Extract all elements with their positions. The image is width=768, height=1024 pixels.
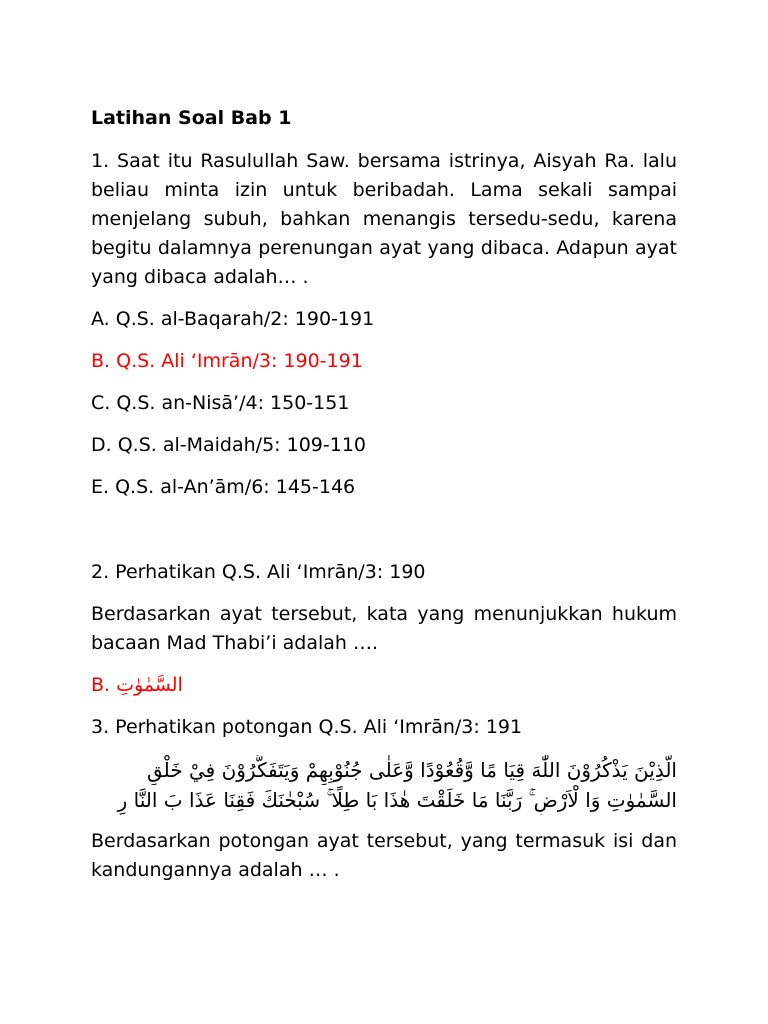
question-1-option-c: C. Q.S. an-Nisā’/4: 150-151 bbox=[91, 392, 350, 414]
spacer bbox=[91, 515, 677, 558]
question-1-option-b-answer: B. Q.S. Ali ‘Imrān/3: 190-191 bbox=[91, 350, 363, 372]
question-1-option-d: D. Q.S. al-Maidah/5: 109-110 bbox=[91, 434, 366, 456]
question-2-heading: 2. Perhatikan Q.S. Ali ‘Imrān/3: 190 bbox=[91, 561, 426, 583]
question-3-heading: 3. Perhatikan potongan Q.S. Ali ‘Imrān/3: 191 bbox=[91, 716, 523, 738]
arabic-verse-line-1: الَّذِيْنَ يَذْكُرُوْنَ اللّٰهَ قِيَا مًا وَّقُعُوْدًا وَّعَلٰى جُنُوْبِهِمْ وَيَتَفَكَّرُوْنَ فِيْ خَلْقِ bbox=[146, 758, 677, 782]
question-3-arabic-verse bbox=[91, 755, 677, 815]
page-title: Latihan Soal Bab 1 bbox=[91, 107, 292, 129]
question-1-option-e: E. Q.S. al-An’ām/6: 145-146 bbox=[91, 476, 356, 498]
arabic-verse-line-2: السَّمٰوٰتِ وَا لْاَرْضِ ۚ رَبَّنَا مَا خَلَقْتَ هٰذَا بَا طِلًا ۚ سُبْحٰنَكَ فَقِنَا عَذَا بَ النَّا رِ bbox=[117, 788, 677, 812]
document-page bbox=[91, 104, 677, 898]
question-2-answer-prefix: B. bbox=[91, 674, 111, 696]
question-2-text: Berdasarkan ayat tersebut, kata yang menunjukkan hukum bacaan Mad Thabi’i adalah …. bbox=[91, 603, 677, 654]
question-1-text: 1. Saat itu Rasulullah Saw. bersama istrinya, Aisyah Ra. lalu beliau minta izin untuk beribadah. Lama sekali sampai menjelang subuh, bahkan menangis tersedu-sedu, karena begitu dalamnya perenungan ayat yang dibaca. Adapun ayat yang dibaca adalah… . bbox=[91, 150, 677, 288]
question-3-text: Berdasarkan potongan ayat tersebut, yang termasuk isi dan kandungannya adalah … . bbox=[91, 830, 677, 881]
question-2-answer-arabic: السَّمٰوٰتِ bbox=[116, 674, 183, 696]
question-2-answer bbox=[91, 671, 677, 700]
question-1-option-a: A. Q.S. al-Baqarah/2: 190-191 bbox=[91, 308, 375, 330]
